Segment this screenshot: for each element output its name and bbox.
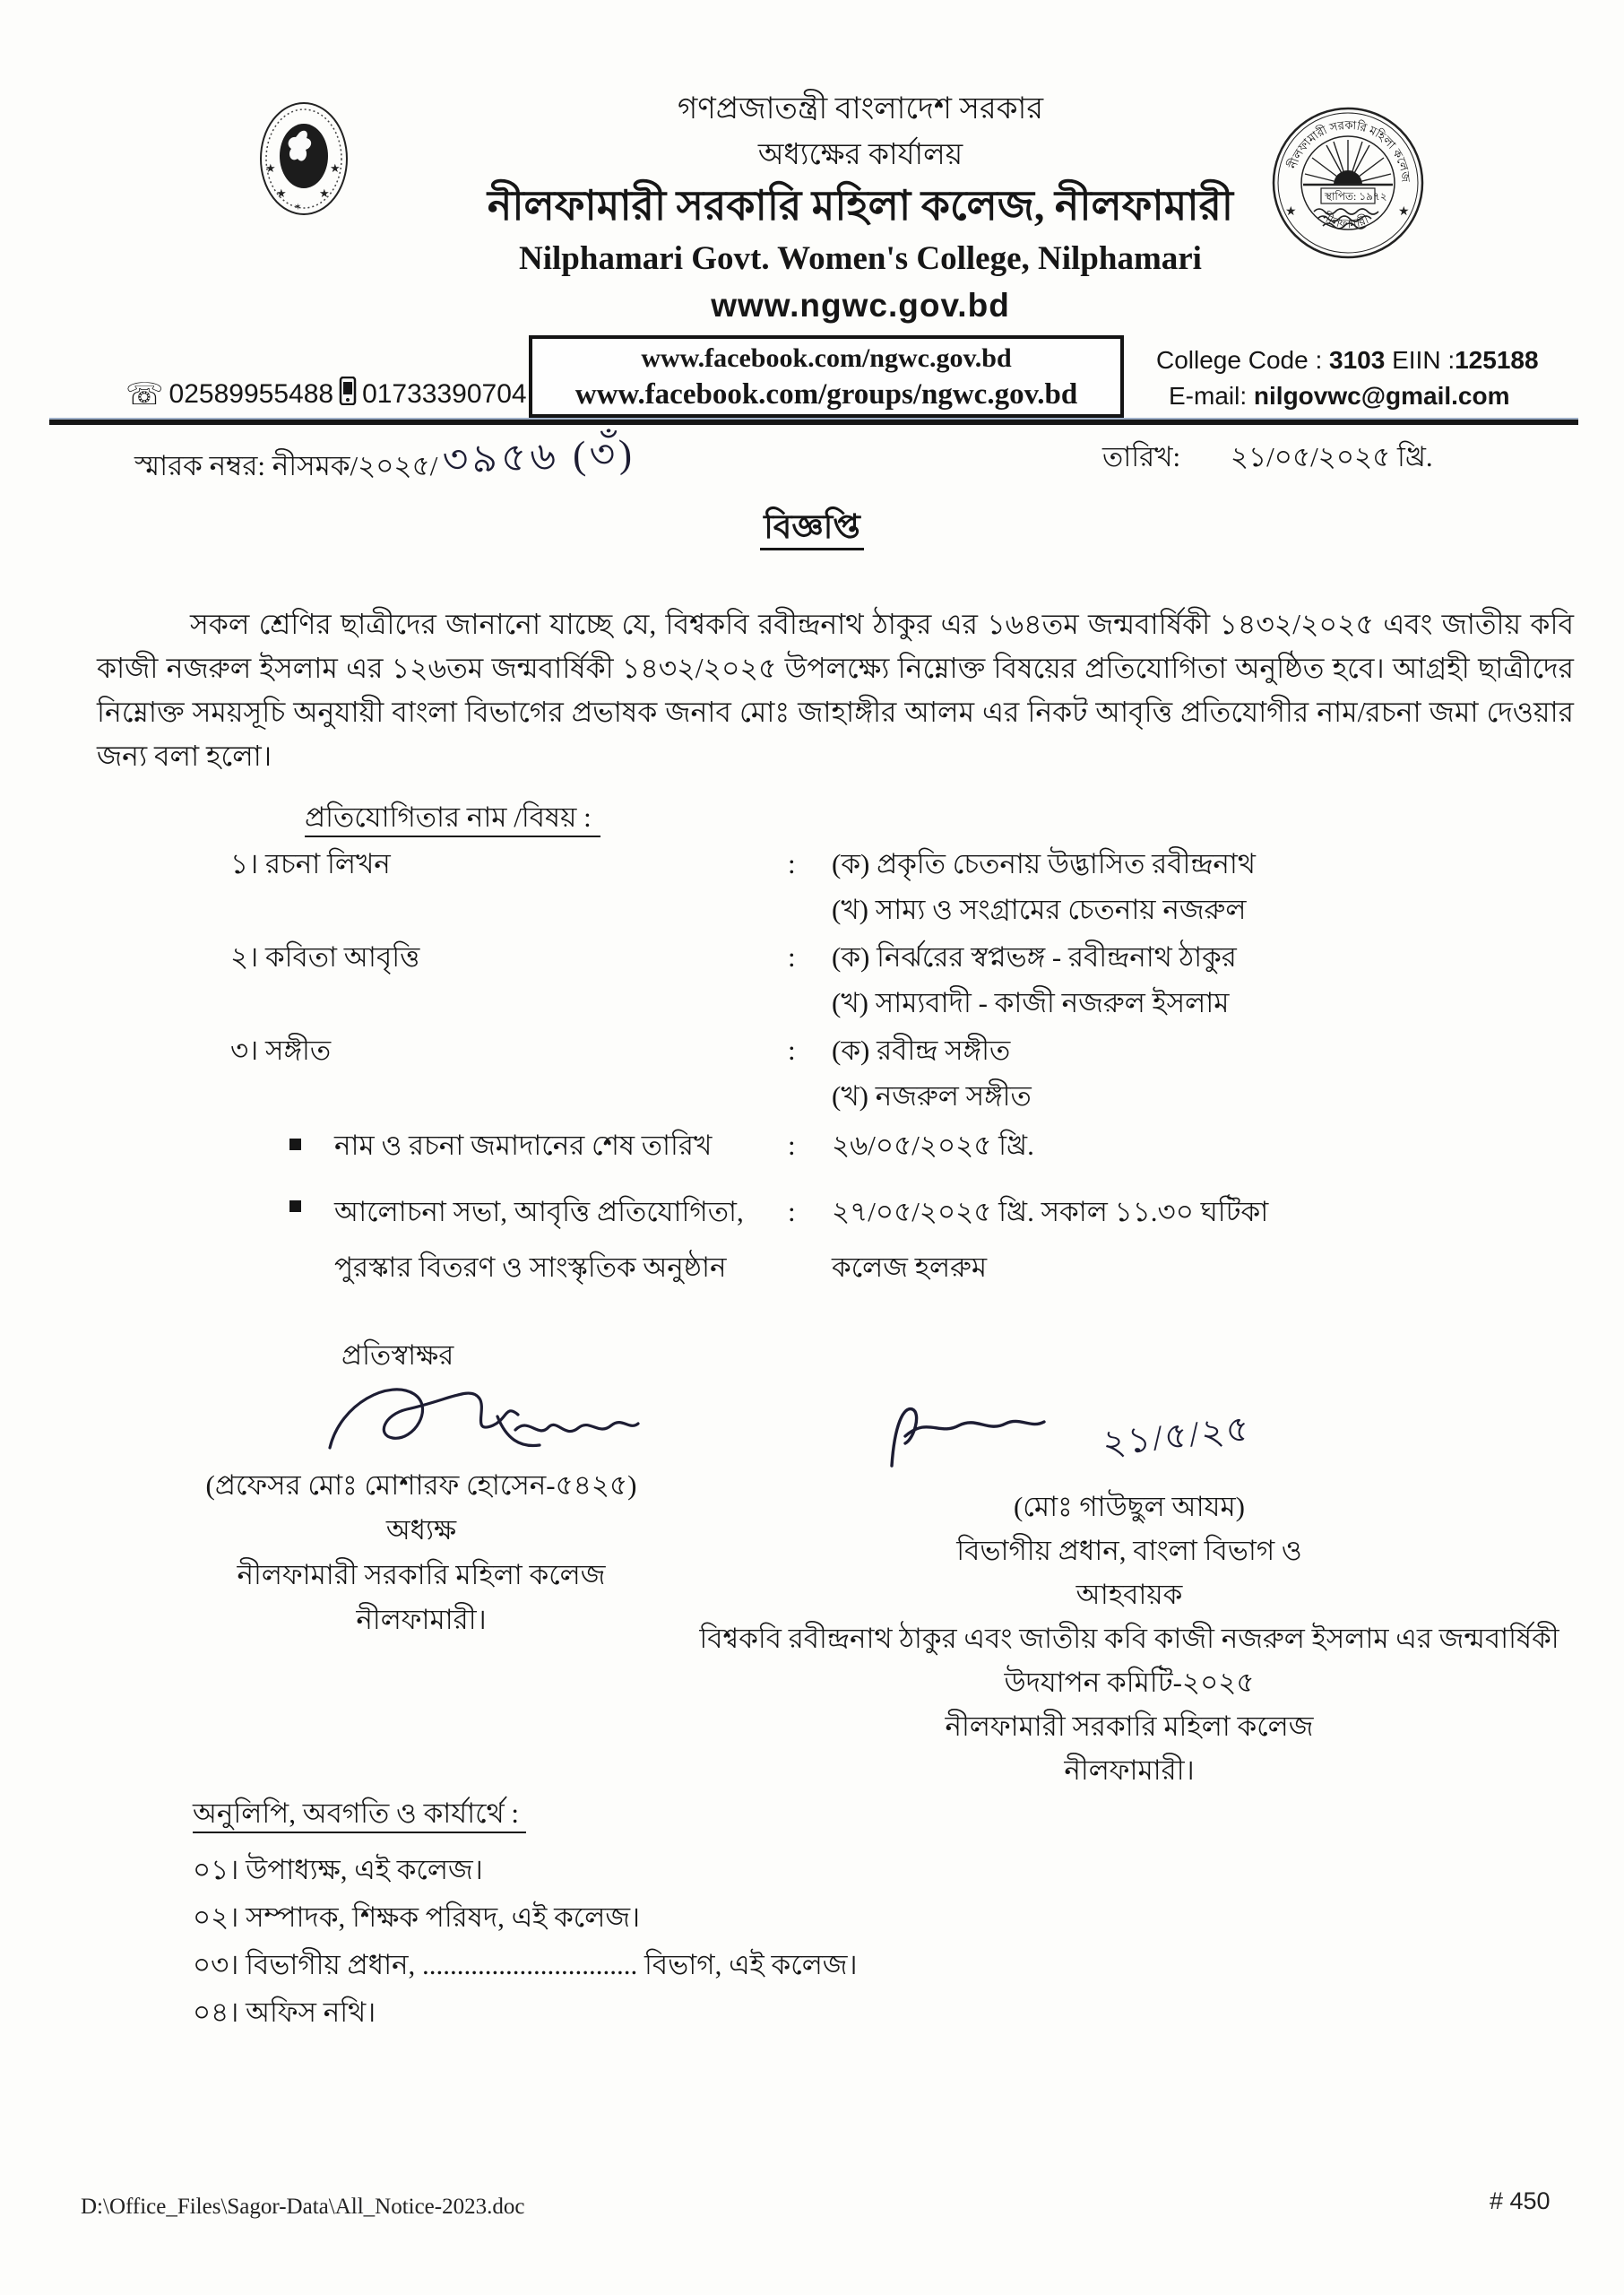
facebook-links-box	[529, 335, 1124, 418]
convener-org: নীলফামারী সরকারি মহিলা কলেজ	[945, 1710, 1314, 1742]
header-divider	[49, 418, 1578, 425]
memo-label: স্মারক নম্বর: নীসমক/২০২৫/	[134, 450, 438, 481]
email-value: nilgovwc@gmail.com	[1253, 382, 1510, 410]
competition-row	[230, 980, 1575, 1026]
notice-title-wrap	[0, 500, 1624, 557]
competition-option-a: (ক) প্রকৃতি চেতনায় উদ্ভাসিত রবীন্দ্রনাথ	[832, 848, 1256, 879]
principal-signature-block	[143, 1463, 699, 1642]
convener-title: আহবায়ক	[1075, 1579, 1183, 1610]
memo-number-handwritten: ৩৯৫৬ (৩ঁ)	[442, 431, 637, 482]
svg-text:নীলফামারী সরকারি মহিলা কলেজ: নীলফামারী সরকারি মহিলা কলেজ	[1285, 117, 1413, 183]
memo-number-line	[134, 432, 636, 498]
footer-file-path: D:\Office_Files\Sagor-Data\All_Notice-2023.doc	[81, 2195, 525, 2219]
square-bullet-icon	[289, 1139, 301, 1150]
notice-body: সকল শ্রেণির ছাত্রীদের জানানো যাচ্ছে যে, বিশ্বকবি রবীন্দ্রনাথ ঠাকুর এর ১৬৪তম জন্মবার্ষিকী ১৪৩২/২০২৫ এবং জাতীয় কবি কাজী নজরুল ইসলাম এর ১২৬তম জন্মবার্ষিকী ১৪৩২/২০২৫ উপলক্ষ্যে নিম্নোক্ত বিষয়ের প্রতিযোগিতা অনুষ্ঠিত হবে। আগ্রহী ছাত্রীদের নিম্নোক্ত সময়সূচি অনুযায়ী বাংলা বিভাগের প্রভাষক জনাব মোঃ জাহাঙ্গীর আলম এর নিকট আবৃত্তি প্রতিযোগীর নাম/রচনা জমা দেওয়ার জন্য বলা হলো।	[97, 609, 1574, 772]
principal-org: নীলফামারী সরকারি মহিলা কলেজ	[237, 1559, 606, 1590]
notice-title: বিজ্ঞপ্তি	[760, 509, 864, 550]
convener-role: বিভাগীয় প্রধান, বাংলা বিভাগ ও	[956, 1535, 1302, 1566]
distribution-item: ০১। উপাধ্যক্ষ, এই কলেজ।	[193, 1854, 483, 1885]
colon: :	[788, 848, 796, 879]
footer-page-ref: # 450	[1490, 2187, 1551, 2214]
schedule-label: নাম ও রচনা জমাদানের শেষ তারিখ	[334, 1130, 713, 1161]
competition-row	[230, 841, 1575, 887]
colon: :	[788, 941, 796, 973]
distribution-heading: অনুলিপি, অবগতি ও কার্যার্থে :	[193, 1797, 526, 1833]
signature-date-handwritten: ২১/৫/২৫	[1100, 1407, 1253, 1464]
competition-option-a: (ক) রবীন্দ্র সঙ্গীত	[832, 1035, 1011, 1066]
convener-name: (মোঃ গাউছুল আযম)	[1013, 1491, 1246, 1522]
svg-text:★: ★	[319, 186, 330, 200]
principal-place: নীলফামারী।	[356, 1604, 487, 1635]
mobile-phone-icon	[339, 377, 357, 412]
square-bullet-icon	[289, 1200, 301, 1212]
date-label: তারিখ:	[1102, 441, 1181, 472]
college-name-en: Nilphamari Govt. Women's College, Nilphamari	[519, 240, 1202, 277]
office-line: অধ্যক্ষের কার্যালয়	[757, 139, 963, 171]
email-line: E-mail: nilgovwc@gmail.com	[1169, 382, 1510, 410]
convener-signature	[860, 1390, 1111, 1493]
svg-text:★: ★	[1285, 205, 1297, 219]
phone-mobile: 01733390704	[362, 379, 527, 409]
distribution-item: ০৪। অফিস নথি।	[193, 1996, 376, 2028]
date-value: ২১/০৫/২০২৫ খ্রি.	[1230, 441, 1433, 472]
convener-signature-block	[645, 1485, 1613, 1792]
distribution-list	[193, 1789, 858, 2036]
college-name-bn: নীলফামারী সরকারি মহিলা কলেজ, নীলফামারী	[487, 183, 1234, 229]
competition-option-b: (খ) সাম্য ও সংগ্রামের চেতনায় নজরুল	[832, 894, 1247, 925]
schedule-row	[289, 1184, 1580, 1295]
competition-name: ১। রচনা লিখন	[230, 848, 391, 879]
phone-numbers	[125, 377, 527, 412]
colon: :	[788, 1035, 796, 1066]
phone-landline: 02589955488	[168, 379, 334, 409]
competition-row	[230, 934, 1575, 980]
government-line: গণপ্রজাতন্ত্রী বাংলাদেশ সরকার	[677, 92, 1044, 126]
distribution-item: ০৩। বিভাগীয় প্রধান, ............................... বিভাগ, এই কলেজ।	[193, 1949, 858, 1980]
competition-name: ৩। সঙ্গীত	[230, 1035, 332, 1066]
website-url: www.ngwc.gov.bd	[711, 287, 1010, 324]
competition-row	[230, 887, 1575, 932]
schedule-value: ২৭/০৫/২০২৫ খ্রি. সকাল ১১.৩০ ঘটিকা কলেজ হলরুম	[832, 1196, 1269, 1283]
competition-row	[230, 1073, 1575, 1119]
principal-title: অধ্যক্ষ	[385, 1514, 457, 1546]
colon: :	[788, 1196, 796, 1227]
college-code-block	[1156, 342, 1604, 414]
letterhead	[341, 86, 1380, 328]
distribution-heading-wrap	[193, 1789, 858, 1837]
svg-text:নীলফামারী: নীলফামারী	[1320, 210, 1371, 231]
facebook-group-url: www.facebook.com/groups/ngwc.gov.bd	[574, 378, 1078, 411]
competition-option-a: (ক) নির্ঝরের স্বপ্নভঙ্গ - রবীন্দ্রনাথ ঠাকুর	[832, 941, 1237, 973]
competition-row	[230, 1027, 1575, 1073]
telephone-icon: ☏	[125, 377, 164, 411]
committee-line-2: উদযাপন কমিটি-২০২৫	[1004, 1667, 1255, 1698]
schedule-value: ২৬/০৫/২০২৫ খ্রি.	[832, 1130, 1034, 1161]
competition-heading-wrap	[305, 796, 600, 843]
schedule-label: আলোচনা সভা, আবৃত্তি প্রতিযোগিতা, পুরস্কার বিতরণ ও সাংস্কৃতিক অনুষ্ঠান	[334, 1196, 744, 1283]
eiin-value: 125188	[1455, 346, 1539, 374]
bangladesh-govt-emblem-icon	[258, 100, 350, 217]
committee-line-1: বিশ্বকবি রবীন্দ্রনাথ ঠাকুর এবং জাতীয় কবি কাজী নজরুল ইসলাম এর জন্মবার্ষিকী	[699, 1623, 1559, 1654]
svg-text:স্থাপিত: ১৯৭২: স্থাপিত: ১৯৭২	[1325, 190, 1387, 203]
distribution-item: ০২। সম্পাদক, শিক্ষক পরিষদ, এই কলেজ।	[193, 1901, 641, 1933]
svg-text:★: ★	[265, 161, 276, 175]
schedule-row	[289, 1122, 1580, 1168]
date-line	[1102, 436, 1433, 482]
svg-text:★: ★	[330, 161, 341, 175]
college-code-value: 3103	[1329, 346, 1386, 374]
college-code-line: College Code : 3103 EIIN :125188	[1156, 346, 1539, 374]
svg-text:✶: ✶	[294, 203, 302, 212]
principal-name: (প্রফেসর মোঃ মোশারফ হোসেন-৫৪২৫)	[205, 1469, 637, 1501]
svg-text:★: ★	[276, 186, 287, 200]
colon: :	[788, 1130, 796, 1161]
competition-heading: প্রতিযোগিতার নাম /বিষয় :	[305, 801, 600, 837]
facebook-page-url: www.facebook.com/ngwc.gov.bd	[641, 343, 1012, 373]
schedule-list	[289, 1122, 1580, 1312]
competitions-list	[230, 841, 1575, 1119]
competition-name: ২। কবিতা আবৃত্তি	[230, 941, 420, 973]
competition-option-b: (খ) সাম্যবাদী - কাজী নজরুল ইসলাম	[832, 987, 1230, 1018]
countersign-label: প্রতিস্বাক্ষর	[341, 1339, 454, 1371]
svg-text:★: ★	[1398, 205, 1410, 219]
convener-place: নীলফামারী।	[1064, 1754, 1195, 1786]
competition-option-b: (খ) নজরুল সঙ্গীত	[832, 1080, 1032, 1112]
